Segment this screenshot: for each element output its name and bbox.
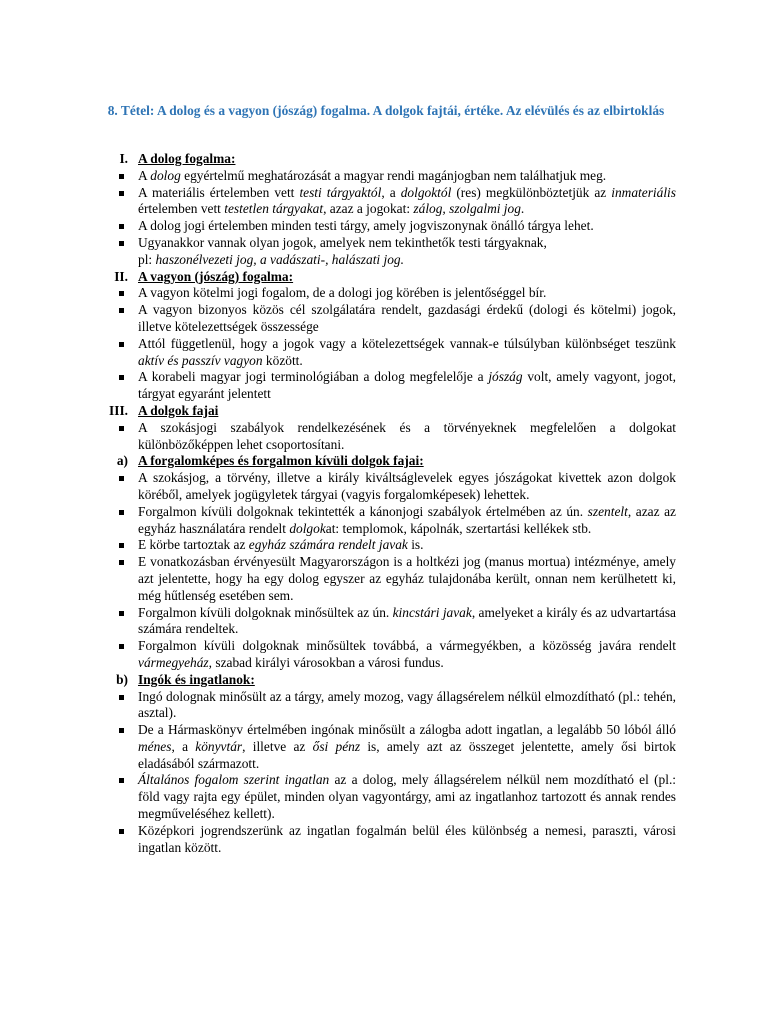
list-item: Forgalmon kívüli dolgoknak minősültek továbbá, a vármegyékben, a közösség javára rendelt vármegyeház, szabad királyi városokban a városi fundus. [0, 638, 768, 672]
list-item: A vagyon kötelmi jogi fogalom, de a dologi jog körében is jelentőséggel bír. [0, 285, 768, 302]
list-item: A dolog jogi értelemben minden testi tárgy, amely jogviszonynak önálló tárgya lehet. [0, 218, 768, 235]
list-item: A korabeli magyar jogi terminológiában a dolog megfelelője a jószág volt, amely vagyont, jogot, tárgyat egyaránt jelentett [0, 369, 768, 403]
bullet-icon [119, 611, 124, 616]
section-title: A vagyon (jószág) fogalma: [138, 268, 294, 284]
list-item: Általános fogalom szerint ingatlan az a dolog, mely állagsérelem nélkül nem mozdítható el (pl.: föld vagy rajta egy épület, minden olyan vagyontárgy, ami az ingatlanhoz tartozott és annak rendes megműveléséhez kellett). [0, 772, 768, 822]
document-body [0, 151, 768, 856]
bullet-icon [119, 241, 124, 246]
bullet-icon [119, 728, 124, 733]
list-item: A dolog egyértelmű meghatározását a magyar rendi magánjogban nem találhatjuk meg. [0, 168, 768, 185]
bullet-icon [119, 191, 124, 196]
document-title: 8. Tétel: A dolog és a vagyon (jószág) fogalma. A dolgok fajtái, értéke. Az elévülés és az elbirtoklás [107, 103, 665, 118]
bullet-icon [119, 560, 124, 565]
list-item: A vagyon bizonyos közös cél szolgálatára rendelt, gazdasági érdekű (dologi és kötelmi) jogok, illetve kötelezettségek összessége [0, 302, 768, 336]
subsection-heading [0, 453, 768, 470]
list-item: A szokásjog, a törvény, illetve a király kiváltságlevelek egyes jószágokat kivettek azon dolgok köréből, amelyek jogügyletek tárgyai (vagyis forgalomképesek) lehettek. [0, 470, 768, 504]
section-number: I. [119, 151, 128, 166]
list-item: E körbe tartoztak az egyház számára rendelt javak is. [0, 537, 768, 554]
bullet-icon [119, 695, 124, 700]
section-heading [0, 403, 768, 420]
section-title: A dolog fogalma: [138, 151, 236, 166]
bullet-icon [119, 829, 124, 834]
bullet-icon [119, 426, 124, 431]
list-item: Forgalmon kívüli dolgoknak minősültek az ún. kincstári javak, amelyeket a király és az udvartartása számára rendeltek. [0, 605, 768, 639]
section-title: A dolgok fajai [138, 402, 219, 418]
section-heading [0, 151, 768, 168]
list-item: Attól függetlenül, hogy a jogok vagy a kötelezettségek vannak-e túlsúlyban különbséget teszünk aktív és passzív vagyon között. [0, 336, 768, 370]
subsection-marker: a) [116, 453, 128, 469]
bullet-icon [119, 291, 124, 296]
subsection-heading [0, 672, 768, 689]
bullet-icon [119, 644, 124, 649]
list-item: Ingó dolognak minősült az a tárgy, amely mozog, vagy állagsérelem nélkül elmozdítható (pl.: tehén, asztal). [0, 689, 768, 723]
bullet-icon [119, 476, 124, 481]
bullet-icon [119, 543, 124, 548]
bullet-icon [119, 342, 124, 347]
list-item: De a Hármaskönyv értelmében ingónak minősült a zálogba adott ingatlan, a legalább 50 lóból álló ménes, a könyvtár, illetve az ősi pénz is, amely azt az összeget jelentette, amely ősi birtok eladásából származott. [0, 722, 768, 772]
subsection-title: A forgalomképes és forgalmon kívüli dolgok fajai: [138, 453, 424, 469]
list-item: Ugyanakkor vannak olyan jogok, amelyek nem tekinthetők testi tárgyaknak, pl: haszonélvezeti jog, a vadászati-, halászati jog. [0, 235, 768, 269]
section-number: III. [109, 402, 128, 418]
list-item: A materiális értelemben vett testi tárgyaktól, a dolgoktól (res) megkülönböztetjük az inmateriális értelemben vett testetlen tárgyakat, azaz a jogokat: zálog, szolgalmi jog. [0, 185, 768, 219]
subsection-title: Ingók és ingatlanok: [138, 671, 255, 687]
bullet-icon [119, 510, 124, 515]
subsection-marker: b) [116, 671, 128, 687]
list-item: A szokásjogi szabályok rendelkezésének és a törvényeknek megfelelően a dolgokat különbözőképpen lehet csoportosítani. [0, 420, 768, 454]
section-heading [0, 269, 768, 286]
list-item: E vonatkozásban érvényesült Magyarországon is a holtkézi jog (manus mortua) intézménye, amely azt jelentette, hogy ha egy dolog egyszer az egyház tulajdonába került, onnan nem kerülhetett ki, még hűtlenség esetében sem. [0, 554, 768, 604]
bullet-icon [119, 778, 124, 783]
bullet-icon [119, 174, 124, 179]
bullet-icon [119, 375, 124, 380]
list-item: Forgalmon kívüli dolgoknak tekintették a kánonjogi szabályok értelmében az ún. szentelt, azaz az egyház használatára rendelt dolgokat: templomok, kápolnák, szertartási kellékek stb. [0, 504, 768, 538]
list-item: Középkori jogrendszerünk az ingatlan fogalmán belül éles különbség a nemesi, paraszti, városi ingatlan között. [0, 823, 768, 857]
section-number: II. [114, 268, 128, 284]
bullet-icon [119, 224, 124, 229]
bullet-icon [119, 308, 124, 313]
